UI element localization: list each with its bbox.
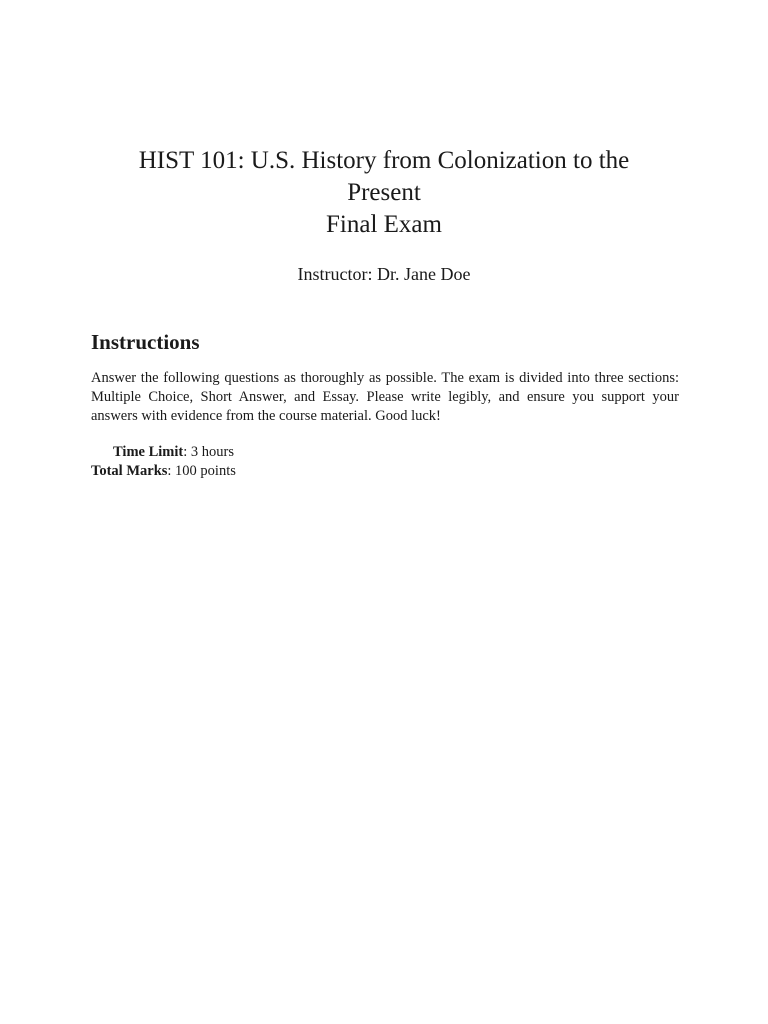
- exam-meta: [91, 443, 236, 481]
- total-marks-value: : 100 points: [167, 463, 236, 479]
- instructor-name: Instructor: Dr. Jane Doe: [297, 264, 471, 284]
- instructions-text: Answer the following questions as thoroughly as possible. The exam is divided into three sections: Multiple Choice, Short Answer, and Essay. Please write legibly, and ensure you support your answers with evidence from the course material. Good luck!: [91, 370, 679, 424]
- instructions-heading: Instructions: [91, 330, 200, 354]
- time-limit-value: : 3 hours: [183, 444, 234, 460]
- title-line-exam: Final Exam: [326, 211, 442, 238]
- time-limit-line: [91, 443, 236, 462]
- total-marks-label: Total Marks: [91, 463, 168, 479]
- total-marks-line: [91, 462, 236, 481]
- time-limit-label: Time Limit: [113, 444, 184, 460]
- title-line-course: HIST 101: U.S. History from Colonization to the: [138, 147, 630, 174]
- exam-title: [90, 145, 678, 241]
- title-line-course-continued: Present: [347, 179, 421, 206]
